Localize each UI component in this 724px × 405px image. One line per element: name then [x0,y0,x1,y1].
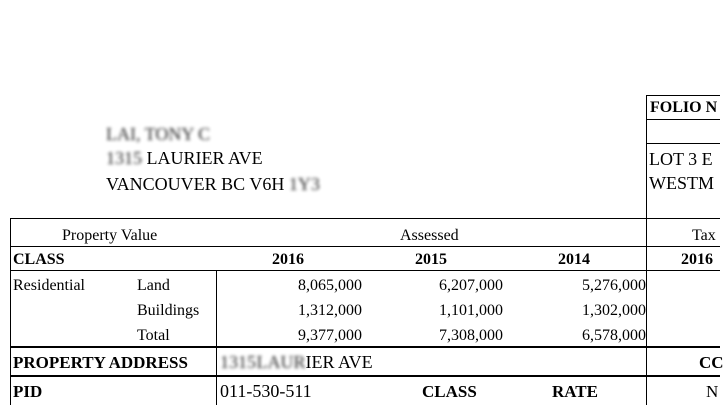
table-address-bottom-border [10,375,720,377]
table-class-divider [10,270,720,271]
tax-year-header: 2016 [681,251,713,268]
owner-postal-tail: 1Y3 [288,174,320,194]
pid-right-label: N [706,382,719,401]
table-subheader-divider [10,246,720,247]
land-2016-value: 8,065,000 [298,277,362,294]
pid-class-label: CLASS [422,382,477,401]
property-address-street-obscured: LAUR [256,352,306,372]
owner-street-name: LAURIER AVE [146,148,263,168]
property-address-value [220,352,373,372]
folio-box-top-border [646,95,720,96]
property-address-number: 1315 [220,352,256,372]
land-2015-value: 6,207,000 [439,277,503,294]
owner-street-number: 1315 [106,148,142,168]
property-address-street: IER AVE [305,352,373,372]
class-header: CLASS [13,251,65,268]
owner-street [106,146,263,170]
property-value-header: Property Value [62,227,158,244]
pid-value: 011-530-511 [220,381,312,401]
table-label-column-divider [216,270,217,405]
table-top-border [10,218,720,219]
pid-rate-label: RATE [552,382,598,401]
table-values-bottom-border [10,346,720,348]
land-label: Land [137,277,170,294]
folio-box-left-border [646,95,647,218]
folio-legal-line2: WESTM [649,173,714,193]
year-header-2014: 2014 [558,251,590,268]
buildings-2015-value: 1,101,000 [439,302,503,319]
total-2015-value: 7,308,000 [439,327,503,344]
pid-label: PID [13,382,43,401]
total-2016-value: 9,377,000 [298,327,362,344]
owner-city-line [106,172,320,196]
year-header-2015: 2015 [415,251,447,268]
folio-header-divider [646,119,720,120]
assessed-header: Assessed [400,227,459,244]
total-2014-value: 6,578,000 [582,327,646,344]
property-address-right-label: CC [699,353,724,372]
tax-header: Tax [692,227,716,244]
total-label: Total [137,327,170,344]
folio-value-divider [646,143,720,144]
buildings-2014-value: 1,302,000 [582,302,646,319]
folio-header: FOLIO N [650,99,718,116]
property-address-label: PROPERTY ADDRESS [13,353,188,372]
buildings-2016-value: 1,312,000 [298,302,362,319]
residential-label: Residential [13,277,85,294]
folio-legal-line1: LOT 3 E [649,149,713,169]
owner-name: LAI, TONY C [106,124,211,144]
buildings-label: Buildings [137,302,200,319]
year-header-2016: 2016 [272,251,304,268]
land-2014-value: 5,276,000 [582,277,646,294]
owner-city: VANCOUVER BC V6H [106,174,285,194]
